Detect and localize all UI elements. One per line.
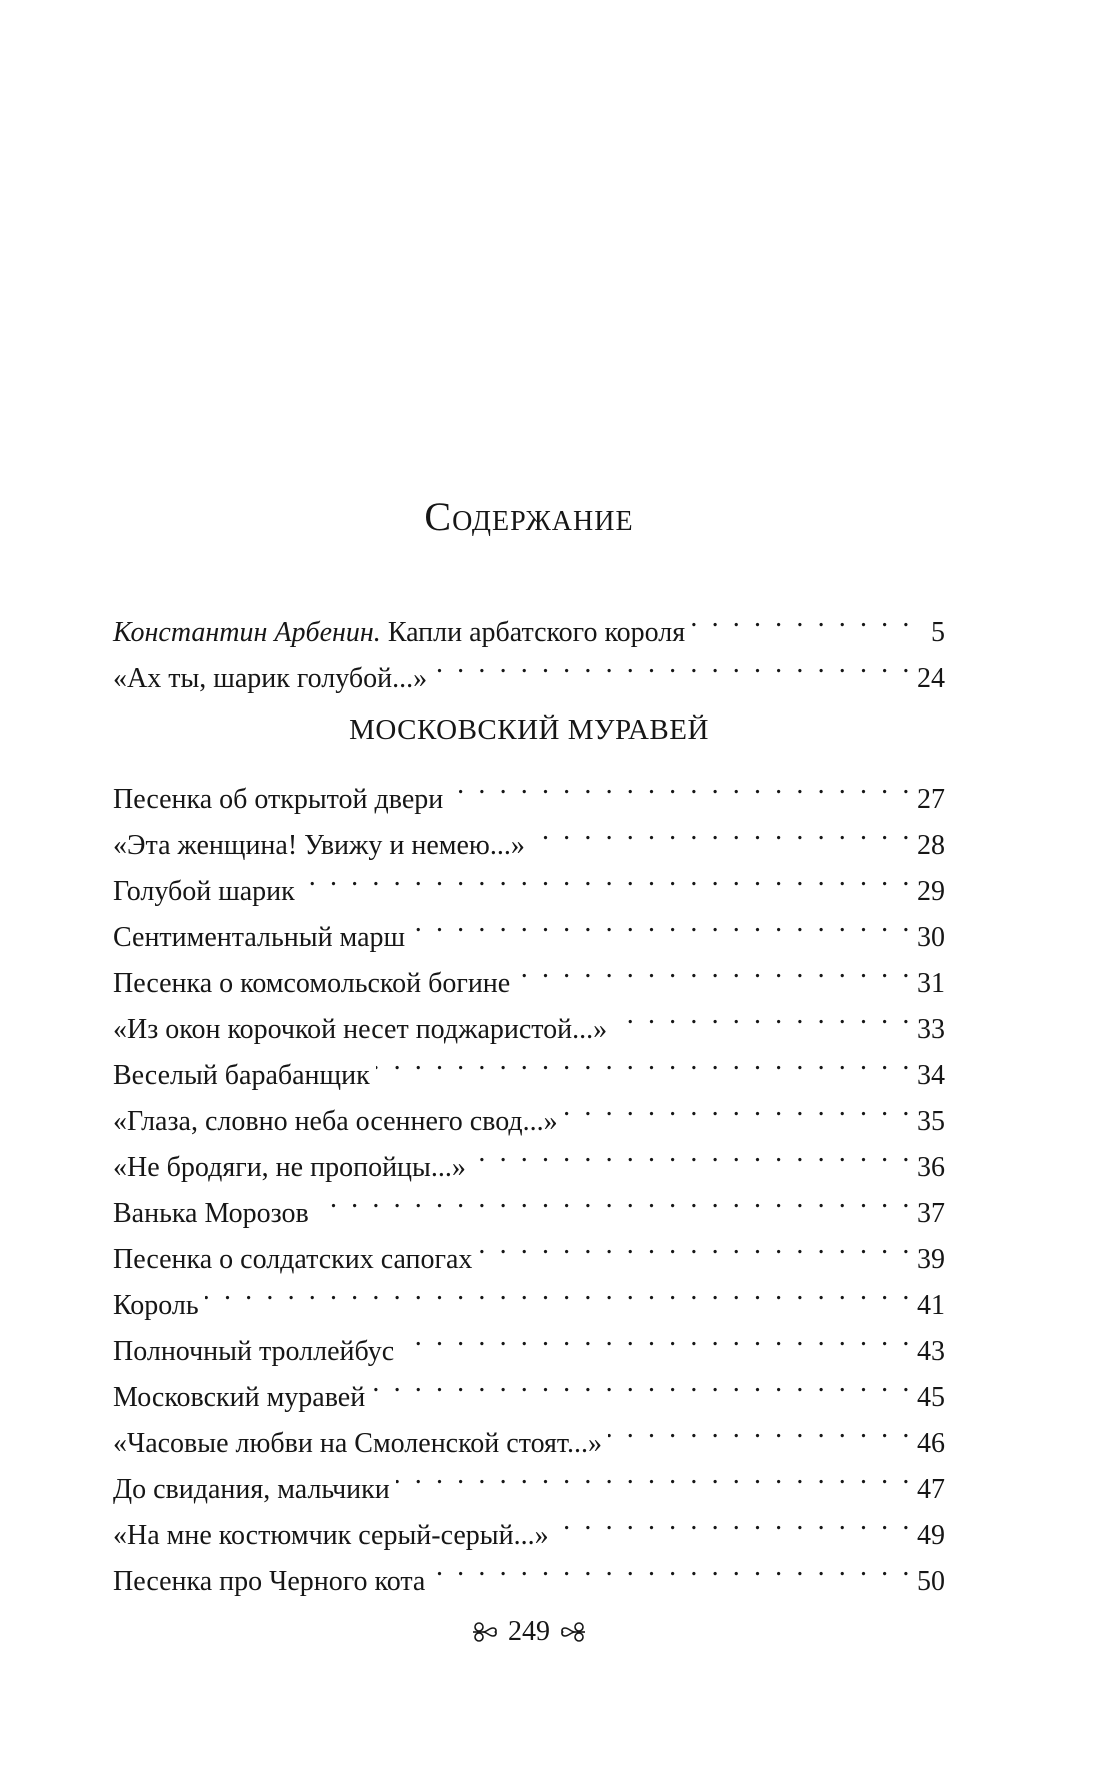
toc-entry-label: Песенка об открытой двери xyxy=(113,784,444,815)
dot-leader xyxy=(301,854,913,900)
page-title: Содержание xyxy=(424,494,634,539)
toc-entry-title xyxy=(113,1053,376,1099)
dot-leader xyxy=(564,1084,913,1130)
toc-entry-page: 29 xyxy=(917,876,945,907)
dot-leader xyxy=(205,1268,913,1314)
toc-entry-label: Песенка о комсомольской богине xyxy=(113,968,511,999)
toc-entry-page: 31 xyxy=(917,968,945,999)
toc-entry-label: Московский муравей xyxy=(113,1382,366,1413)
toc-entry-title xyxy=(113,1467,396,1513)
dot-leader xyxy=(608,1406,913,1452)
toc-entry-label: Сентиментальный марш xyxy=(113,922,406,953)
toc-entry-label: Король xyxy=(113,1290,199,1321)
dot-leader xyxy=(400,1314,913,1360)
toc-entry-label: «Эта женщина! Увижу и немею...» xyxy=(113,830,525,861)
dot-leader xyxy=(315,1176,913,1222)
toc-entry-label: Песенка о солдатских сапогах xyxy=(113,1244,473,1275)
fleuron-right-icon xyxy=(558,1618,588,1646)
toc-entry xyxy=(113,1314,945,1367)
dot-leader xyxy=(411,900,913,946)
toc-entry-page: 37 xyxy=(917,1198,945,1229)
toc-entry xyxy=(113,1268,945,1321)
toc-entry-page: 30 xyxy=(917,922,945,953)
dot-leader xyxy=(555,1498,913,1544)
dot-leader xyxy=(472,1130,913,1176)
toc-entry-label: Голубой шарик xyxy=(113,876,295,907)
page-number: 249 xyxy=(508,1616,550,1647)
dot-leader xyxy=(531,808,913,854)
dot-leader xyxy=(516,946,913,992)
toc-entry-page: 35 xyxy=(917,1106,945,1137)
toc-entry-page: 46 xyxy=(917,1428,945,1459)
dot-leader xyxy=(478,1222,913,1268)
dot-leader xyxy=(691,595,913,641)
toc-entry-page: 49 xyxy=(917,1520,945,1551)
toc-entry-label: «Из окон корочкой несет поджаристой...» xyxy=(113,1014,608,1045)
page-folio xyxy=(0,1612,1058,1652)
toc-entry-title xyxy=(113,1283,205,1329)
toc-entry-page: 45 xyxy=(917,1382,945,1413)
toc-section-list xyxy=(113,762,945,1597)
toc-entry-label: До свидания, мальчики xyxy=(113,1474,390,1505)
toc-entry-label: Веселый барабанщик xyxy=(113,1060,370,1091)
toc-entry-page: 47 xyxy=(917,1474,945,1505)
dot-leader xyxy=(433,641,913,687)
dot-leader xyxy=(371,1360,913,1406)
toc-entry xyxy=(113,595,945,648)
toc-entry-label: «Глаза, словно неба осеннего свод...» xyxy=(113,1106,558,1137)
toc-entry-label: Ванька Морозов xyxy=(113,1198,309,1229)
dot-leader xyxy=(449,762,913,808)
toc-entry-page: 36 xyxy=(917,1152,945,1183)
toc-entry-page: 24 xyxy=(917,663,945,694)
toc-entry-page: 33 xyxy=(917,1014,945,1045)
toc-entry-label: «Часовые любви на Смоленской стоят...» xyxy=(113,1428,603,1459)
toc-entry-label: «Не бродяги, не пропойцы...» xyxy=(113,1152,466,1183)
toc-entry-page: 39 xyxy=(917,1244,945,1275)
toc-entry-title xyxy=(113,1559,431,1605)
section-heading: МОСКОВСКИЙ МУРАВЕЙ xyxy=(349,714,709,746)
toc-entry-label: «На мне костюмчик серый-серый...» xyxy=(113,1520,549,1551)
dot-leader xyxy=(376,1038,913,1084)
toc-entry-page: 27 xyxy=(917,784,945,815)
toc-entry-page: 50 xyxy=(917,1566,945,1597)
toc-entry-title xyxy=(113,777,449,823)
fleuron-left-icon xyxy=(470,1618,500,1646)
toc-entry-title xyxy=(113,869,301,915)
toc-entry xyxy=(113,762,945,815)
toc-entry-label: Полночный троллейбус xyxy=(113,1336,395,1367)
dot-leader xyxy=(396,1452,913,1498)
toc-entry-title xyxy=(113,656,433,702)
toc-entry-title xyxy=(113,1375,371,1421)
toc-entry-label: Песенка про Черного кота xyxy=(113,1566,426,1597)
toc-entry-title xyxy=(113,1329,400,1375)
dot-leader xyxy=(613,992,913,1038)
toc-entry-title xyxy=(113,1191,315,1237)
toc-entry-title xyxy=(113,915,411,961)
toc-intro-list xyxy=(113,595,945,694)
toc-entry-page: 5 xyxy=(931,617,945,648)
toc-entry-page: 43 xyxy=(917,1336,945,1367)
toc-entry-page: 28 xyxy=(917,830,945,861)
toc-entry-author: Константин Арбенин. xyxy=(113,617,381,648)
dot-leader xyxy=(431,1544,913,1590)
toc-entry-page: 34 xyxy=(917,1060,945,1091)
toc-entry-label: Капли арбатского короля xyxy=(387,617,686,648)
toc-entry-title xyxy=(113,961,516,1007)
toc-entry-label: «Ах ты, шарик голубой...» xyxy=(113,663,428,694)
toc-entry-page: 41 xyxy=(917,1290,945,1321)
